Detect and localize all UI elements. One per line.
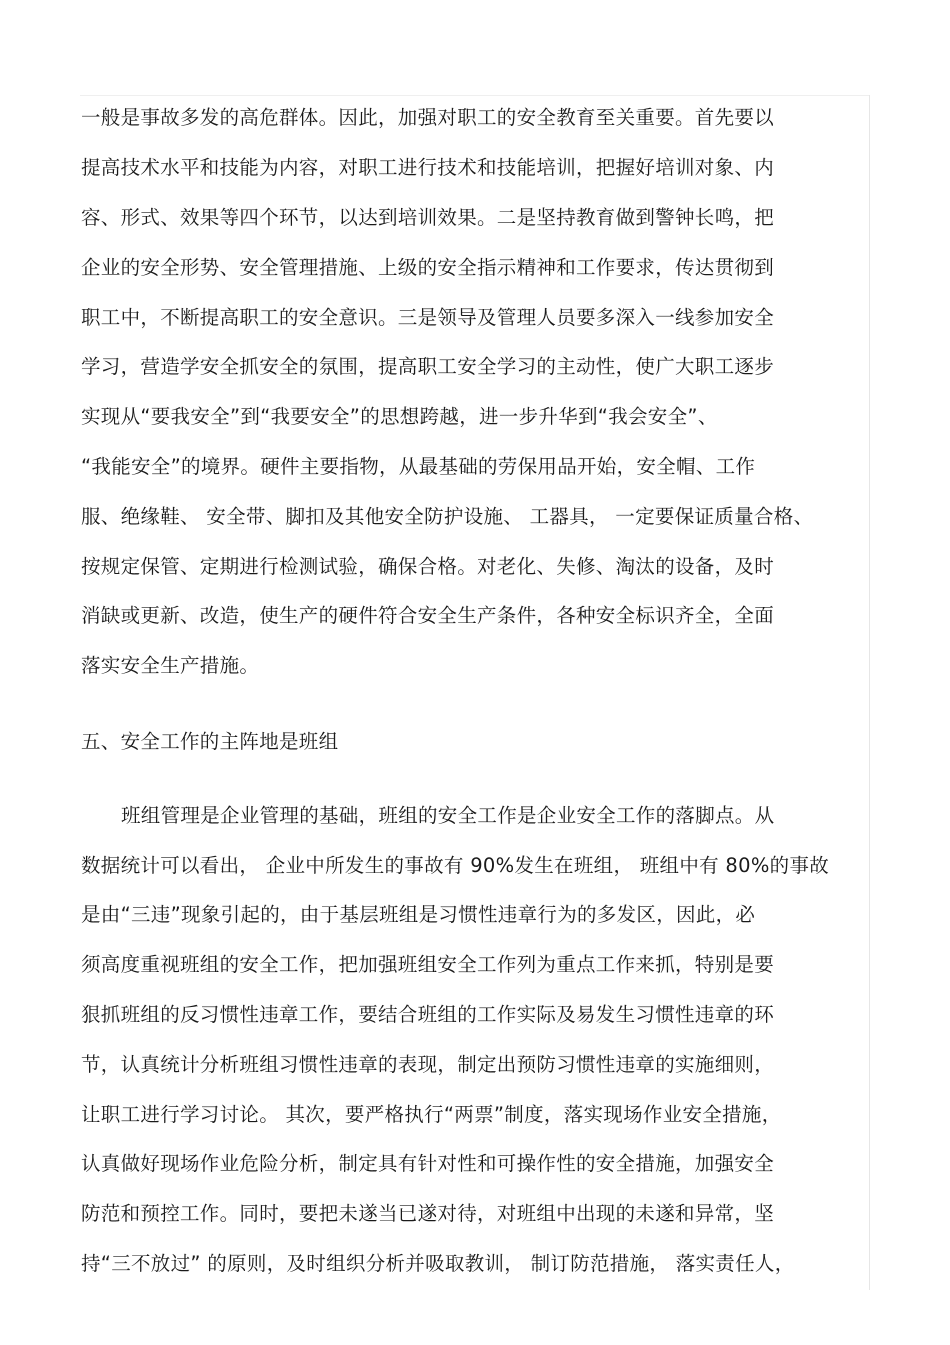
paragraph-line: 数据统计可以看出， 企业中所发生的事故有 90%发生在班组， 班组中有 80%的事故 (81, 854, 830, 877)
page-right-edge (869, 95, 870, 1290)
paragraph-line: 实现从“要我安全”到“我要安全”的思想跨越，进一步升华到“我会安全”、 (81, 405, 718, 428)
paragraph-line: “我能安全”的境界。硬件主要指物，从最基础的劳保用品开始，安全帽、工作 (81, 455, 756, 478)
page-top-edge (80, 95, 870, 96)
paragraph-line: 防范和预控工作。同时，要把未遂当已遂对待，对班组中出现的未遂和异常，坚 (81, 1202, 775, 1225)
paragraph-line: 狠抓班组的反习惯性违章工作，要结合班组的工作实际及易发生习惯性违章的环 (81, 1003, 775, 1026)
paragraph-line: 须高度重视班组的安全工作，把加强班组安全工作列为重点工作来抓，特别是要 (81, 953, 775, 976)
paragraph-line: 是由“三违”现象引起的，由于基层班组是习惯性违章行为的多发区，因此，必 (81, 903, 756, 926)
paragraph-line: 消缺或更新、改造，使生产的硬件符合安全生产条件，各种安全标识齐全，全面 (81, 604, 775, 627)
paragraph-line: 按规定保管、定期进行检测试验，确保合格。对老化、失修、淘汰的设备，及时 (81, 555, 775, 578)
paragraph-line: 职工中，不断提高职工的安全意识。三是领导及管理人员要多深入一线参加安全 (81, 306, 775, 329)
paragraph-line: 班组管理是企业管理的基础，班组的安全工作是企业安全工作的落脚点。从 (121, 804, 775, 827)
paragraph-line: 提高技术水平和技能为内容，对职工进行技术和技能培训，把握好培训对象、内 (81, 156, 775, 179)
paragraph-line: 持“三不放过” 的原则，及时组织分析并吸取教训， 制订防范措施， 落实责任人， (81, 1252, 795, 1275)
paragraph-line: 落实安全生产措施。 (81, 654, 260, 677)
paragraph-line: 服、绝缘鞋、 安全带、脚扣及其他安全防护设施、 工器具， 一定要保证质量合格、 (81, 505, 814, 528)
paragraph-line: 认真做好现场作业危险分析，制定具有针对性和可操作性的安全措施，加强安全 (81, 1152, 775, 1175)
paragraph-line: 一般是事故多发的高危群体。因此，加强对职工的安全教育至关重要。首先要以 (81, 106, 775, 129)
section-heading: 五、安全工作的主阵地是班组 (81, 730, 339, 753)
paragraph-line: 让职工进行学习讨论。 其次，要严格执行“两票”制度，落实现场作业安全措施， (81, 1103, 782, 1126)
paragraph-line: 节，认真统计分析班组习惯性违章的表现，制定出预防习惯性违章的实施细则， (81, 1053, 775, 1076)
paragraph-line: 容、形式、效果等四个环节，以达到培训效果。二是坚持教育做到警钟长鸣，把 (81, 206, 775, 229)
paragraph-line: 学习，营造学安全抓安全的氛围，提高职工安全学习的主动性，使广大职工逐步 (81, 355, 775, 378)
paragraph-line: 企业的安全形势、安全管理措施、上级的安全指示精神和工作要求，传达贯彻到 (81, 256, 775, 279)
